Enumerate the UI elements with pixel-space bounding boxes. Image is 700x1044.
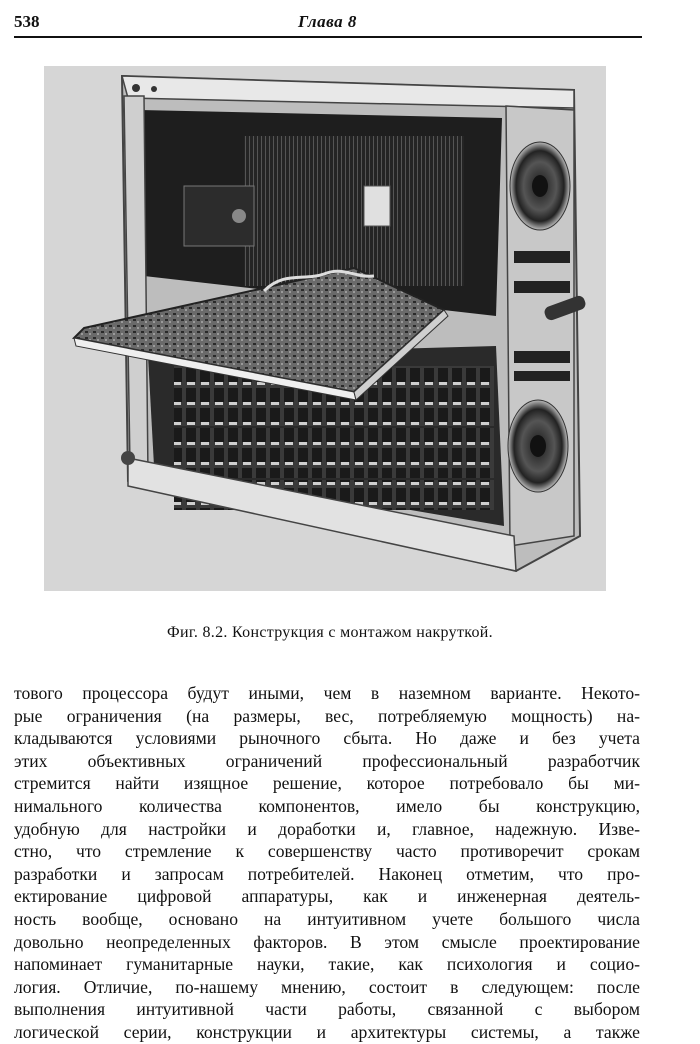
backplane-wiring bbox=[244, 136, 464, 286]
text-line: удобную для настройки и доработки и, главное, надежную. Изве- bbox=[14, 818, 640, 839]
text-line: разработки и запросам потребителей. Наконец отметим, что про- bbox=[14, 863, 640, 884]
figure-photo bbox=[44, 66, 606, 591]
text-line: логия. Отличие, по-нашему мнению, состоит в следующем: после bbox=[14, 976, 640, 997]
text-line: этих объективных ограничений профессиональный разработчик bbox=[14, 750, 640, 771]
text-line: довольно неопределенных факторов. В этом смысле проектирование bbox=[14, 931, 640, 952]
text-line: рые ограничения (на размеры, вес, потребляемую мощность) на- bbox=[14, 705, 640, 726]
text-line: напоминает гуманитарные науки, такие, как психология и социо- bbox=[14, 954, 640, 975]
connector-icon bbox=[232, 209, 246, 223]
computer-chassis-illustration bbox=[44, 66, 606, 591]
chip-row bbox=[174, 428, 494, 478]
chapter-title: Глава 8 bbox=[298, 12, 357, 31]
screw-icon bbox=[132, 84, 140, 92]
text-line: ность вообще, основано на интуитивном учете большого числа bbox=[14, 908, 640, 929]
text-line: стремится найти изящное решение, которое потребовало бы ми- bbox=[14, 773, 640, 794]
vent-slot bbox=[514, 251, 570, 263]
text-line: ектирование цифровой аппаратуры, как и инженерная деятель- bbox=[14, 886, 640, 907]
text-line: выполнения интуитивной части работы, связанной с выбором bbox=[14, 999, 640, 1020]
body-paragraph bbox=[14, 682, 640, 1044]
text-line: стно, что стремление к совершенству часто противоречит срокам bbox=[14, 841, 640, 862]
text-line: кладываются условиями рыночного сбыта. Но даже и без учета bbox=[14, 728, 640, 749]
label-plate bbox=[364, 186, 390, 226]
text-line: нимального количества компонентов, имело бы конструкцию, bbox=[14, 795, 640, 816]
screw-icon bbox=[151, 86, 157, 92]
text-line: логической серии, конструкции и архитектуры системы, а также bbox=[14, 1021, 640, 1042]
vent-slot bbox=[514, 371, 570, 381]
running-header bbox=[14, 12, 642, 38]
foot-icon bbox=[121, 451, 135, 465]
vent-slot bbox=[514, 281, 570, 293]
figure-caption: Фиг. 8.2. Конструкция с монтажом накруткой. bbox=[167, 624, 493, 641]
vent-slot bbox=[514, 351, 570, 363]
page-number: 538 bbox=[14, 12, 40, 31]
text-line: тового процессора будут иными, чем в наземном варианте. Некото- bbox=[14, 683, 640, 703]
